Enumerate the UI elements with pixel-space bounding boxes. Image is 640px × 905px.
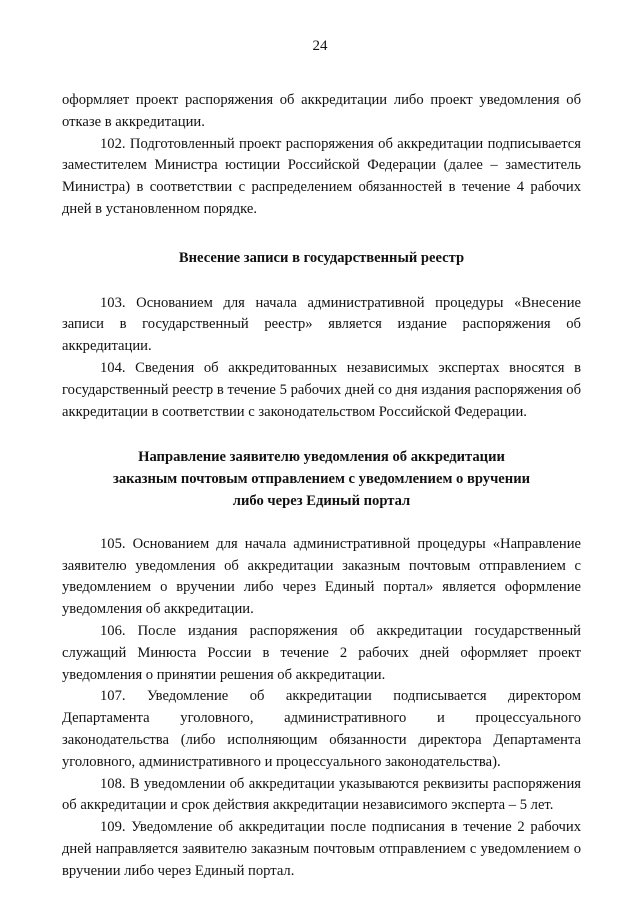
paragraph-108: 108. В уведомлении об аккредитации указываются реквизиты распоряжения об аккредитации и срок действия аккредитации независимого эксперта – 5 лет. bbox=[62, 775, 581, 814]
paragraph-106: 106. После издания распоряжения об аккредитации государственный служащий Минюста России в течение 2 рабочих дней оформляет проект уведомления о принятии решения об аккредитации. bbox=[62, 622, 581, 683]
paragraph-102: 102. Подготовленный проект распоряжения об аккредитации подписывается заместителем Министра юстиции Российской Федерации (далее – заместитель Министра) в соответствии с распределением обязанностей в течение 4 рабочих дней в установленном порядке. bbox=[62, 135, 581, 217]
document-body bbox=[62, 90, 581, 883]
section-heading-notification bbox=[62, 447, 581, 512]
paragraph-109: 109. Уведомление об аккредитации после подписания в течение 2 рабочих дней направляется заявителю заказным почтовым отправлением с уведомлением о вручении либо через Единый портал. bbox=[62, 819, 581, 879]
section-heading-registry: Внесение записи в государственный реестр bbox=[178, 249, 465, 266]
page-number: 24 bbox=[312, 38, 328, 54]
paragraph-104: 104. Сведения об аккредитованных независимых экспертах вносятся в государственный реестр в течение 5 рабочих дней со дня издания распоряжения об аккредитации в соответствии с законодательством Российской Федерации. bbox=[62, 359, 581, 420]
paragraph-continuation: оформляет проект распоряжения об аккредитации либо проект уведомления об отказе в аккредитации. bbox=[62, 92, 581, 130]
paragraph-107: 107. Уведомление об аккредитации подписывается директором Департамента уголовного, административного и процессуального законодательства (либо исполняющим обязанности директора Департамента уголовного, административного и процессуального законодательства). bbox=[62, 688, 581, 770]
section-heading-line-3: либо через Единый портал bbox=[232, 492, 411, 509]
paragraph-105: 105. Основанием для начала административной процедуры «Направление заявителю уведомления об аккредитации заказным почтовым отправлением с уведомлением о вручении либо через Единый портал» является оформление уведомления об аккредитации. bbox=[62, 535, 581, 618]
section-heading-line-1: Направление заявителю уведомления об аккредитации bbox=[138, 449, 505, 466]
section-heading-line-2: заказным почтовым отправлением с уведомлением о вручении bbox=[112, 471, 531, 488]
paragraph-103: 103. Основанием для начала административной процедуры «Внесение записи в государственный реестр» является издание распоряжения об аккредитации. bbox=[62, 294, 581, 355]
